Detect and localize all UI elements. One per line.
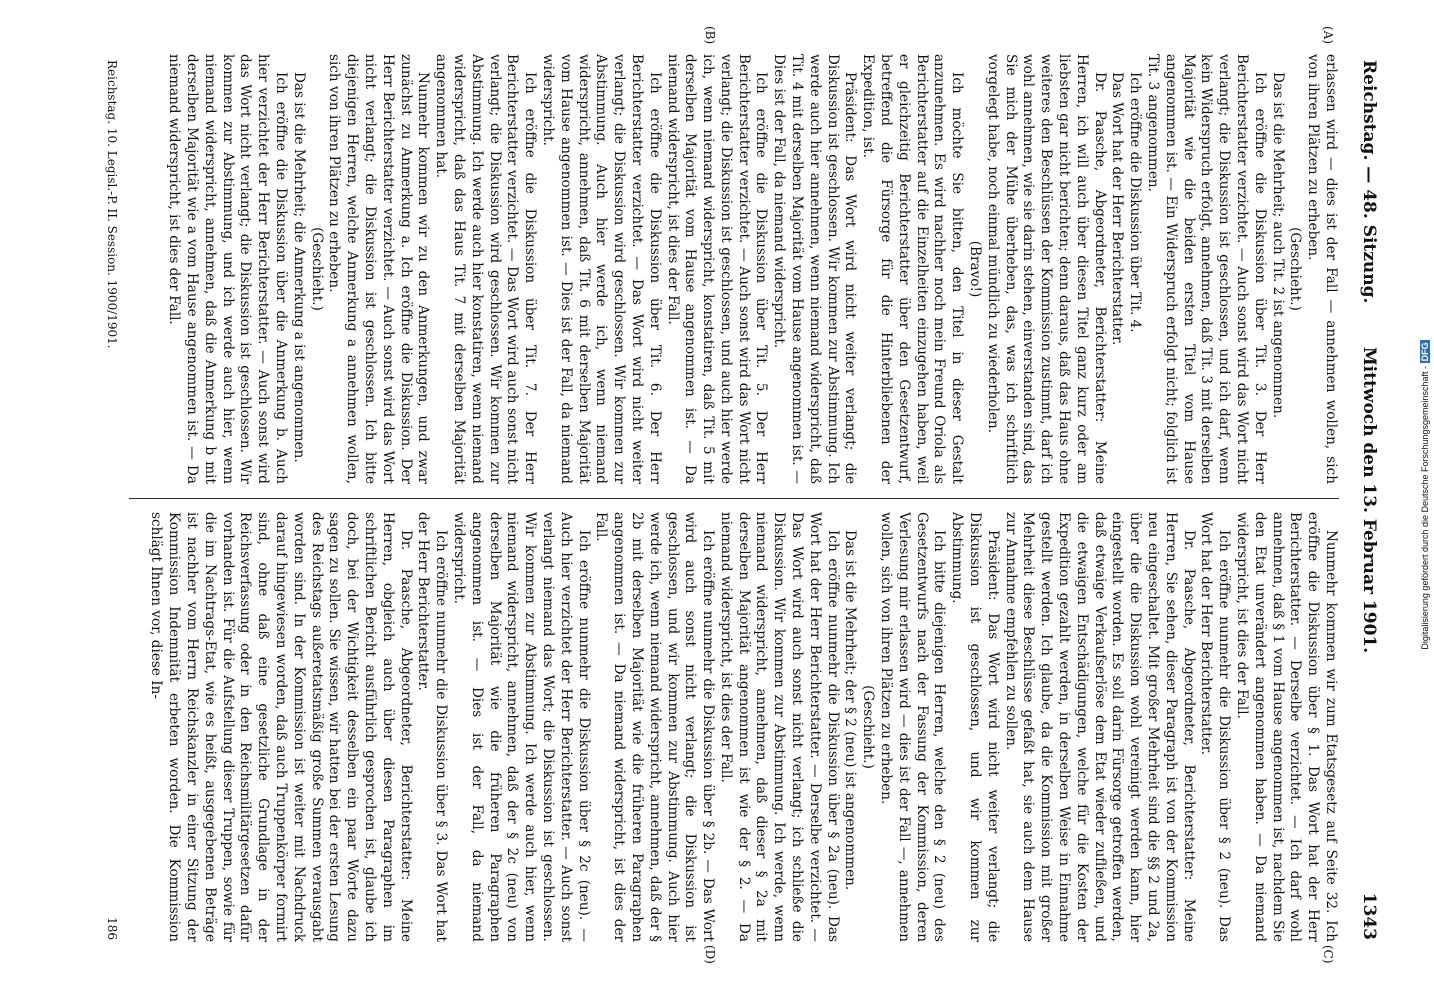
paragraph: Dr. Paasche, Abgeordneter, Berichterstatter: Meine Herren, obgleich auch über diesen Paragraphen im schriftlichen Bericht ausführlich gesprochen ist, glaube ich doch, bei der Wichtigkeit desselben ein paar Worte dazu sagen zu sollen. Sie wissen, wir hatten bei der ersten Lesung des Reichstags außeretatsmäßig große Summen verausgabt worden sind. In der Kommission ist weiter mit Nachdruck darauf hingewiesen worden, daß auch Truppenkörper formirt sind, ohne daß eine gesetzliche Grundlage in der Reichsverfassung oder in den Reichsmilitärgesetzen dafür vorhanden ist. Für die Aufstellung dieser Truppen, sowie für die im Nachtrags-Etat, wie es heißt, ausgegebenen Beträge ist nachher vom Herrn Reichskanzler in einer Sitzung der Kommission Indemnität erbeten worden. Die Kommission schlägt Ihnen vor, diese In-	[148, 512, 414, 942]
margin-marker-d: (D)	[703, 945, 717, 964]
paragraph: Das Wort hat der Herr Berichterstatter.	[1109, 72, 1126, 346]
paragraph: Ich eröffne die Diskussion über Tit. 5. Der Herr Berichterstatter verzichtet. — Auch sonst wird das Wort nicht verlangt; die Diskussion ist geschlossen, und auch hier werde ich, wenn niemand widerspricht, konstatiren, daß Tit. 5 mit derselben Majorität vom Hause angenommen ist. — Da niemand widerspricht, ist dies der Fall.	[664, 54, 770, 484]
paragraph: Ich eröffne die Diskussion über Tit. 6. Der Herr Berichterstatter verzichtet. — Das Wort wird nicht weiter verlangt; die Diskussion wird geschlossen. Wir kommen zur Abstimmung. Auch hier werde ich, wenn niemand widerspricht, annehmen, daß Tit. 6 mit derselben Majorität vom Hause angenommen ist. — Dies ist der Fall, da niemand widerspricht.	[539, 54, 663, 484]
dfg-logo: DFG	[1420, 342, 1430, 362]
paragraph: (Bravo!)	[967, 240, 984, 298]
left-column	[129, 54, 1339, 484]
column-divider	[129, 498, 1339, 499]
paragraph: (Geschieht.)	[860, 685, 877, 769]
header-date: Mittwoch den 13. Februar 1901.	[1359, 346, 1379, 654]
paragraph: Dr. Paasche, Abgeordneter, Berichterstatter: Meine Herren, Sie sehen, dieser Paragraph ist von der Kommission neu eingeschaltet. Mit großer Mehrheit sind die §§ 2 und 2a, über die die Diskussion wohl vereinigt werden kann, hier eingestellt worden. Es soll darin Fürsorge getroffen werden, daß etwaige Verkaufserlöse dem Etat wieder zufließen, und die etwaigen Entschädigungen, welche für die Kosten der Expedition gezahlt werden, in derselben Weise in Einnahme gestellt werden. Ich glaube, da die Kommission mit großer Mehrheit diese Beschlüsse gefaßt hat, sie auch dem Hause zur Annahme empfehlen zu sollen.	[1002, 512, 1197, 942]
paragraph: Präsident: Das Wort wird nicht weiter verlangt; die Diskussion ist geschlossen, und wir kommen zur Abstimmung.	[949, 512, 1001, 942]
paragraph: Ich eröffne die Diskussion über Tit. 7. Der Herr Berichterstatter verzichtet. — Das Wort wird auch sonst nicht verlangt; die Diskussion wird geschlossen. Wir kommen zur Abstimmung. Ich werde auch hier konstatiren, wenn niemand widerspricht, daß das Haus Tit. 7 mit derselben Majorität angenommen hat.	[433, 54, 539, 484]
paragraph: Ich möchte Sie bitten, den Titel in dieser Gestalt anzunehmen. Es wird nachher noch mein Freund Oriola als Berichterstatter auf die Einzelheiten einzugehen haben, weil er gleichzeitig Berichterstatter über den Gesetzentwurf, betreffend die Fürsorge für die Hinterbliebenen der Expedition, ist.	[860, 54, 966, 484]
paragraph: Ich eröffne nunmehr die Diskussion über § 2a (neu). Das Wort hat der Herr Berichterstatter. — Derselbe verzichtet. — Das Wort wird auch sonst nicht verlangt; ich schließe die Diskussion. Wir kommen zur Abstimmung. Ich werde, wenn niemand widerspricht, annehmen, daß dieser § 2a mit derselben Majorität angenommen ist wie der § 2. — Da niemand widerspricht, ist dies der Fall.	[717, 512, 841, 942]
footer-sheet-number: 186	[105, 917, 119, 940]
header-session: Reichstag. — 48. Sitzung.	[1359, 60, 1379, 304]
paragraph: (Geschieht.)	[308, 227, 325, 311]
paragraph: Ich eröffne nunmehr die Diskussion über § 2 (neu). Das Wort hat der Herr Berichterstatter.	[1198, 512, 1233, 942]
right-column	[129, 512, 1339, 942]
margin-marker-c: (C)	[1321, 945, 1335, 964]
paragraph: erlassen wird — dies ist der Fall — annehmen wollen, sich von ihren Plätzen zu erheben.	[1305, 54, 1339, 484]
paragraph: Dr. Paasche, Abgeordneter, Berichterstatter: Meine Herren, ich will auch über diesen Titel ganz kurz oder am liebsten gar nicht berichten; denn daraus, daß das Haus ohne weiteres den Beschlüssen der Kommission zustimmt, darf ich wohl annehmen, wie sie darin stehen, einverstanden sind, das Sie mich der Mühe überheben, das, was ich schriftlich vorgelegt habe, noch einmal mündlich zu wiederholen.	[984, 54, 1108, 484]
paragraph: Ich eröffne die Diskussion über Tit. 4.	[1127, 72, 1144, 333]
document-page	[17, 20, 1417, 980]
paragraph: Ich bitte diejenigen Herren, welche den § 2 (neu) des Gesetzentwurfs nach der Fassung der Kommission, deren Verlesung mir erlassen wird — dies ist der Fall —, annehmen wollen, sich von ihren Plätzen zu erheben.	[878, 512, 948, 942]
paragraph: Nunmehr kommen wir zum Etatsgesetz auf Seite 32. Ich eröffne die Diskussion über § 1. Das Wort hat der Herr Berichterstatter. — Derselbe verzichtet. — Ich darf wohl annehmen, daß § 1 vom Hause angenommen ist, nachdem Sie den Etat unverändert angenommen haben. — Da niemand widerspricht, ist dies der Fall.	[1234, 512, 1339, 942]
footer-volume: Reichstag. 10. Legisl.-P. II. Session. 1900/1901.	[105, 60, 119, 349]
margin-marker-b: (B)	[703, 26, 717, 45]
funding-text: Digitalisierung gefördert durch die Deutsche Forschungsgemeinschaft -	[1420, 365, 1430, 650]
page-header	[1353, 60, 1379, 940]
paragraph: Das ist die Mehrheit; auch Tit. 2 ist angenommen.	[1269, 72, 1286, 419]
paragraph: (Geschieht.)	[1287, 227, 1304, 311]
paragraph: Ich eröffne nunmehr die Diskussion über § 3. Das Wort hat der Herr Berichterstatter.	[415, 512, 450, 942]
paragraph: Das ist die Mehrheit; der § 2 (neu) ist angenommen.	[842, 530, 859, 891]
paragraph: Ich eröffne die Diskussion über die Anmerkung b. Auch hier verzichtet der Herr Berichterstatter. — Auch sonst wird das Wort nicht verlangt; die Diskussion ist geschlossen. Wir kommen zur Abstimmung, und ich werde auch hier, wenn niemand widerspricht, annehmen, daß die Anmerkung b mit derselben Majorität wie a vom Hause angenommen ist. — Da niemand widerspricht, ist dies der Fall.	[166, 54, 289, 484]
paragraph: Nunmehr kommen wir zu den Anmerkungen, und zwar zunächst zu Anmerkung a. Ich eröffne die Diskussion. Der Herr Berichterstatter verzichtet. — Auch sonst wird das Wort nicht verlangt; die Diskussion ist geschlossen. Ich bitte diejenigen Herren, welche Anmerkung a annehmen wollen, sich von ihren Plätzen zu erheben.	[326, 54, 432, 484]
margin-marker-a: (A)	[1321, 26, 1335, 45]
paragraph: Ich eröffne die Diskussion über Tit. 3. Der Herr Berichterstatter verzichtet. — Auch sonst wird das Wort nicht verlangt; die Diskussion ist geschlossen, und ich darf, wenn kein Widerspruch erfolgt, annehmen, daß Tit. 3 mit derselben Majorität wie die beiden ersten Titel vom Hause angenommen ist. — Ein Widerspruch erfolgt nicht; folglich ist Tit. 3 angenommen.	[1145, 54, 1268, 484]
paragraph: Ich eröffne nunmehr die Diskussion über § 2b. — Das Wort wird auch sonst nicht verlangt; die Diskussion ist geschlossen, und wir kommen zur Abstimmung. Auch hier werde ich, wenn niemand widerspricht, annehmen, daß der § 2b mit derselben Majorität wie die früheren Paragraphen angenommen ist. — Da niemand widerspricht, ist dies der Fall.	[593, 512, 717, 942]
header-page-number: 1343	[1359, 892, 1379, 940]
paragraph: Das ist die Mehrheit; die Anmerkung a ist angenommen.	[290, 72, 307, 463]
paragraph: Ich eröffne nunmehr die Diskussion über § 2c (neu). — Auch hier verzichtet der Herr Berichterstatter. — Auch sonst verlangt niemand das Wort; die Diskussion ist geschlossen. Wir kommen zur Abstimmung. Ich werde auch hier, wenn niemand widerspricht, annehmen, daß der § 2c (neu) von derselben Majorität wie die früheren Paragraphen angenommen ist. — Dies ist der Fall, da niemand widerspricht.	[450, 512, 592, 942]
funding-note	[1415, 10, 1434, 990]
paragraph: Präsident: Das Wort wird nicht weiter verlangt; die Diskussion ist geschlossen. Wir kommen zur Abstimmung. Ich werde auch hier annehmen, wenn niemand widerspricht, daß Tit. 4 mit derselben Majorität vom Hause angenommen ist. — Dies ist der Fall, da niemand widerspricht.	[771, 54, 859, 484]
